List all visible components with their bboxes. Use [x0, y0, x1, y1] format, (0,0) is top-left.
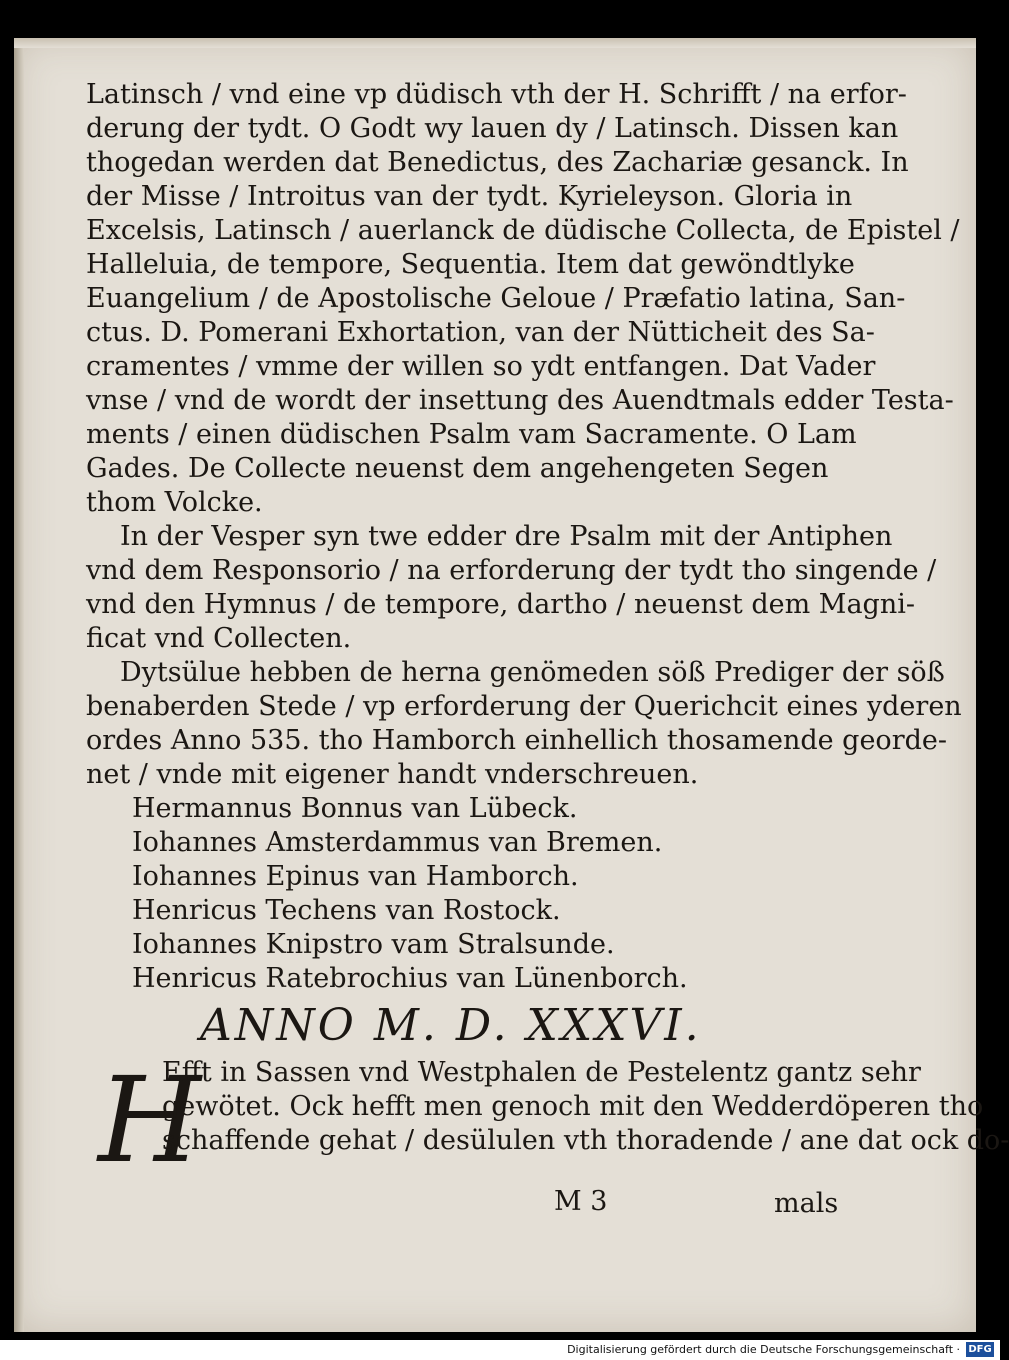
text-line: Dytsülue hebben de herna genömeden söß Prediger der söß — [120, 657, 945, 688]
text-line: ficat vnd Collecten. — [86, 623, 352, 654]
text-line: Excelsis, Latinsch / auerlanck de düdische Collecta, de Epistel / — [86, 215, 960, 246]
main-text — [86, 78, 962, 996]
footer-bar — [0, 1340, 1000, 1360]
text-line: vnse / vnd de wordt der insettung des Auendtmals edder Testa- — [86, 385, 954, 416]
signer-name: Iohannes Amsterdammus van Bremen. — [132, 827, 663, 858]
text-line: derung der tydt. O Godt wy lauen dy / Latinsch. Dissen kan — [86, 113, 899, 144]
dfg-logo-icon: DFG — [966, 1342, 994, 1357]
text-line: thom Volcke. — [86, 487, 263, 518]
text-line: In der Vesper syn twe edder dre Psalm mit der Antiphen — [120, 521, 893, 552]
text-line: Latinsch / vnd eine vp düdisch vth der H. Schrifft / na erfor- — [86, 79, 907, 110]
text-line: net / vnde mit eigener handt vnderschreuen. — [86, 759, 699, 790]
year-heading: ANNO M. D. XXXVI. — [200, 1000, 702, 1051]
text-line: thogedan werden dat Benedictus, des Zachariæ gesanck. In — [86, 147, 909, 178]
book-page — [14, 38, 1009, 1332]
signer-name: Iohannes Knipstro vam Stralsunde. — [132, 929, 615, 960]
signature-mark: M 3 — [554, 1186, 608, 1217]
text-line: Gades. De Collecte neuenst dem angehengeten Segen — [86, 453, 829, 484]
text-line: Halleluia, de tempore, Sequentia. Item dat gewöndtlyke — [86, 249, 855, 280]
text-line: Efft in Sassen vnd Westphalen de Pestelentz gantz sehr — [162, 1057, 921, 1088]
signer-name: Henricus Ratebrochius van Lünenborch. — [132, 963, 688, 994]
text-line: der Misse / Introitus van der tydt. Kyrieleyson. Gloria in — [86, 181, 853, 212]
text-line: cramentes / vmme der willen so ydt entfangen. Dat Vader — [86, 351, 876, 382]
signer-name: Hermannus Bonnus van Lübeck. — [132, 793, 578, 824]
text-line: ments / einen düdischen Psalm vam Sacramente. O Lam — [86, 419, 857, 450]
text-line: vnd dem Responsorio / na erforderung der tydt tho singende / — [86, 555, 937, 586]
closing-text — [162, 1056, 1009, 1158]
text-line: vnd den Hymnus / de tempore, dartho / neuenst dem Magni- — [86, 589, 915, 620]
signer-name: Iohannes Epinus van Hamborch. — [132, 861, 579, 892]
page-top-edge — [14, 38, 976, 48]
page-edge — [14, 38, 24, 1332]
text-line: gewötet. Ock hefft men genoch mit den Wedderdöperen tho — [162, 1091, 984, 1122]
text-line: benaberden Stede / vp erforderung der Querichcit eines yderen — [86, 691, 962, 722]
text-line: ordes Anno 535. tho Hamborch einhellich thosamende georde- — [86, 725, 947, 756]
text-line: ctus. D. Pomerani Exhortation, van der Nütticheit des Sa- — [86, 317, 875, 348]
catchword: mals — [774, 1188, 839, 1219]
signer-name: Henricus Techens van Rostock. — [132, 895, 561, 926]
footer-credit: Digitalisierung gefördert durch die Deutsche Forschungsgemeinschaft · — [567, 1343, 960, 1356]
text-line: Euangelium / de Apostolische Geloue / Præfatio latina, San- — [86, 283, 906, 314]
decorated-initial: H — [98, 1051, 201, 1189]
text-line: schaffende gehat / desülulen vth thoradende / ane dat ock do- — [162, 1125, 1009, 1156]
